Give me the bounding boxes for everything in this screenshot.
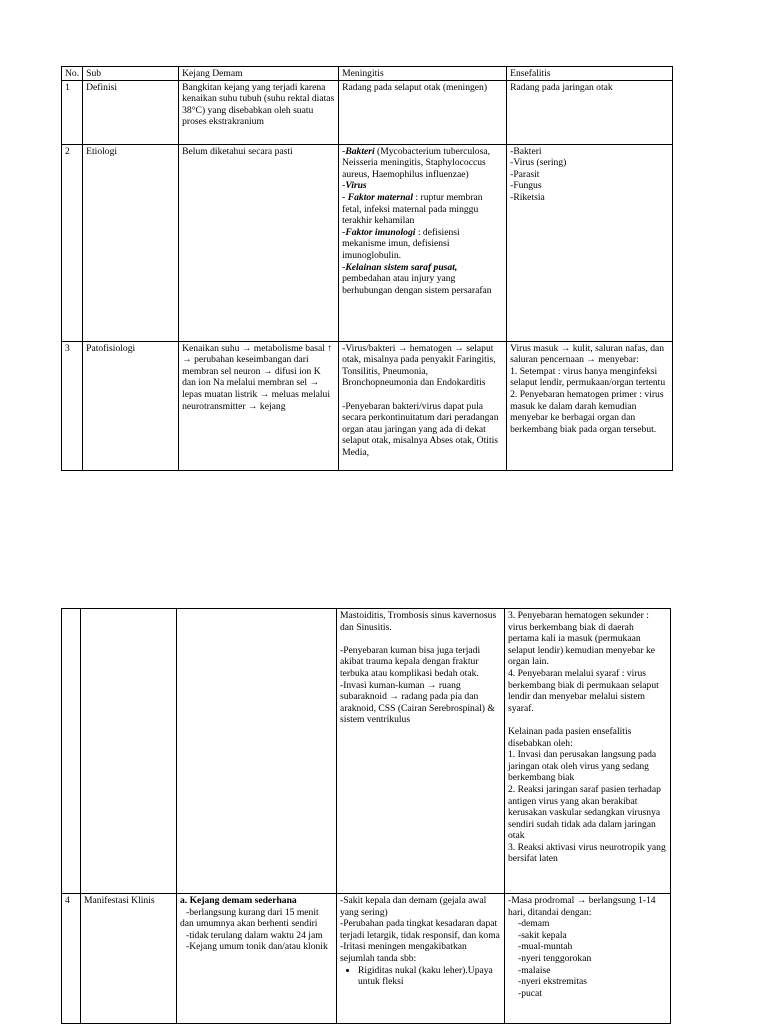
list-item: -Kejang umum tonik dan/atau klonik — [186, 941, 328, 953]
cell-ensefalitis — [505, 609, 671, 894]
paragraph: -Virus/bakteri → hematogen → selaput otak, misalnya pada penyakit Faringitis, Tonsilitis, Pneumonia, Bronchopneumonia dan Endokarditis — [342, 342, 496, 389]
bullet-list — [340, 965, 501, 988]
row-sub: Patofisiologi — [83, 341, 179, 470]
paragraph: Kelainan pada pasien ensefalitis disebabkan oleh: — [508, 725, 632, 749]
paragraph: -Masa prodromal → berlangsung 1-14 hari, ditandai dengan: — [508, 895, 656, 918]
paragraph: -Penyebaran bakteri/virus dapat pula secara perkontinuitatum dari peradangan organ atau jaringan yang ada di dekat selaput otak, misalnya Abses otak, Otitis Media, — [342, 400, 499, 458]
table-row-patofisiologi-cont — [62, 609, 671, 894]
table-row-patofisiologi — [62, 341, 673, 470]
paragraph: 2. Penyebaran hematogen primer : virus masuk ke dalam darah kemudian menyebar ke berbagai organ dan berkembang biak pada organ tersebut. — [510, 388, 664, 435]
header-kejang-demam: Kejang Demam — [179, 67, 339, 81]
maternal-label: - Faktor maternal — [342, 191, 414, 203]
header-no: No. — [62, 67, 83, 81]
maternal-text: : ruptur membran fetal, infeksi maternal pada minggu terakhir kehamilan — [342, 191, 483, 227]
bakteri-label: -Bakteri — [342, 145, 375, 157]
cell-kejang: Bangkitan kejang yang terjadi karena kenaikan suhu tubuh (suhu rektal diatas 38°C) yang disebabkan oleh suatu proses ekstrakranium — [179, 80, 339, 144]
list-item: -pucat — [518, 987, 542, 999]
subsection-title: a. Kejang demam sederhana — [180, 895, 297, 906]
row-sub: Etiologi — [83, 144, 179, 341]
list-item: • Rigiditas nukal (kaku leher).Upaya untuk fleksi — [358, 965, 501, 988]
cell-ensefalitis — [505, 894, 671, 1024]
row-sub: Definisi — [83, 80, 179, 144]
paragraph: Mastoiditis, Trombosis sinus kavernosus dan Sinusitis. — [340, 610, 497, 633]
list-item: -Riketsia — [510, 191, 545, 203]
cell-kejang: Kenaikan suhu → metabolisme basal ↑ → perubahan keseimbangan dari membran sel neuron → difusi ion K dan ion Na melalui membran sel → lepas muatan listrik → meluas melalui neurotransmitter → kejang — [179, 341, 339, 470]
paragraph: -Sakit kepala dan demam (gejala awal yang sering) — [340, 895, 487, 918]
list-item: -Bakteri — [510, 145, 542, 157]
list-item: -malaise — [518, 964, 551, 976]
paragraph: 4. Penyebaran melalui syaraf : virus berkembang biak di permukaan selaput lendir dan menyebar melalui sistem syaraf. — [508, 667, 659, 714]
paragraph: -Penyebaran kuman bisa juga terjadi akibat trauma kepala dengan fraktur terbuka atau komplikasi bedah otak. — [340, 644, 481, 679]
row-number: 4 — [62, 894, 81, 1024]
paragraph: 3. Penyebaran hematogen sekunder : virus berkembang biak di daerah pertama kali ia masuk (permukaan selaput lendir) kemudian menyebar ke organ lain. — [508, 610, 656, 668]
comparison-table-page2 — [61, 608, 671, 1024]
row-sub: Manifestasi Klinis — [81, 894, 177, 1024]
header-sub: Sub — [83, 67, 179, 81]
cell-meningitis: Radang pada selaput otak (meningen) — [339, 80, 507, 144]
list-item: -mual-muntah — [518, 941, 573, 953]
cell-kejang: Belum diketahui secara pasti — [179, 144, 339, 341]
list-item: -nyeri ekstremitas — [518, 976, 587, 988]
paragraph: -Invasi kuman-kuman → ruang subaraknoid → radang pada pia dan araknoid, CSS (Cairan Serebrospinal) & sistem ventrikulus — [340, 679, 495, 726]
paragraph: 2. Reaksi jaringan saraf pasien terhadap antigen virus yang akan berakibat kerusakan vaskular sedangkan virusnya sendiri sudah tidak ada dalam jaringan otak — [508, 783, 661, 842]
paragraph: Virus masuk → kulit, saluran nafas, dan saluran pencernaan → menyebar: — [510, 342, 665, 366]
list-item: -demam — [518, 918, 550, 930]
header-ensefalitis: Ensefalitis — [507, 67, 673, 81]
list-item: -berlangsung kurang dari 15 menit dan umumnya akan berhenti sendiri — [180, 906, 319, 930]
list-item: -sakit kepala — [518, 929, 567, 941]
list-item: -tidak terulang dalam waktu 24 jam — [186, 929, 323, 941]
cell-kejang — [177, 894, 337, 1024]
comparison-table-page1 — [61, 66, 673, 471]
row-number: 2 — [62, 144, 83, 341]
cell-meningitis — [337, 609, 505, 894]
header-meningitis: Meningitis — [339, 67, 507, 81]
table-row-definisi — [62, 80, 673, 144]
paragraph: 3. Reaksi aktivasi virus neurotropik yang bersifat laten — [508, 841, 666, 865]
imunologi-text: : defisiensi mekanisme imun, defisiensi imunoglobulin. — [342, 226, 460, 261]
cell-meningitis — [339, 144, 507, 341]
list-item: -Parasit — [510, 168, 540, 180]
table-header-row — [62, 67, 673, 81]
row-number: 1 — [62, 80, 83, 144]
cell-ensefalitis: Radang pada jaringan otak — [507, 80, 673, 144]
imunologi-label: -Faktor imunologi — [342, 226, 416, 238]
saraf-label: -Kelainan sistem saraf pusat, — [342, 261, 458, 273]
paragraph: 1. Invasi dan perusakan langsung pada jaringan otak oleh virus yang sedang berkembang biak — [508, 749, 657, 784]
bakteri-text: (Mycobacterium tuberculosa, Neisseria meningitis, Staphylococcus aureus, Haemophilus influenzae) — [342, 145, 490, 180]
saraf-text: pembedahan atau injury yang berhubungan dengan sistem persarafan — [342, 273, 492, 296]
table-row-etiologi — [62, 144, 673, 341]
paragraph: -Perubahan pada tingkat kesadaran dapat terjadi letargik, tidak responsif, dan koma — [340, 918, 500, 941]
list-item: -nyeri tenggorokan — [518, 952, 592, 964]
cell-meningitis — [337, 894, 505, 1024]
paragraph: -Iritasi meningen mengakibatkan sejumlah tanda sbb: — [340, 941, 467, 964]
table-row-manifestasi — [62, 894, 671, 1024]
cell-meningitis — [339, 341, 507, 470]
cell-ensefalitis — [507, 341, 673, 470]
row-number: 3 — [62, 341, 83, 470]
list-item: -Fungus — [510, 180, 542, 192]
list-item: -Virus (sering) — [510, 157, 567, 169]
paragraph: 1. Setempat : virus hanya menginfeksi selaput lendir, permukaan/organ tertentu — [510, 365, 666, 389]
virus-label: -Virus — [342, 180, 367, 192]
cell-ensefalitis — [507, 144, 673, 341]
